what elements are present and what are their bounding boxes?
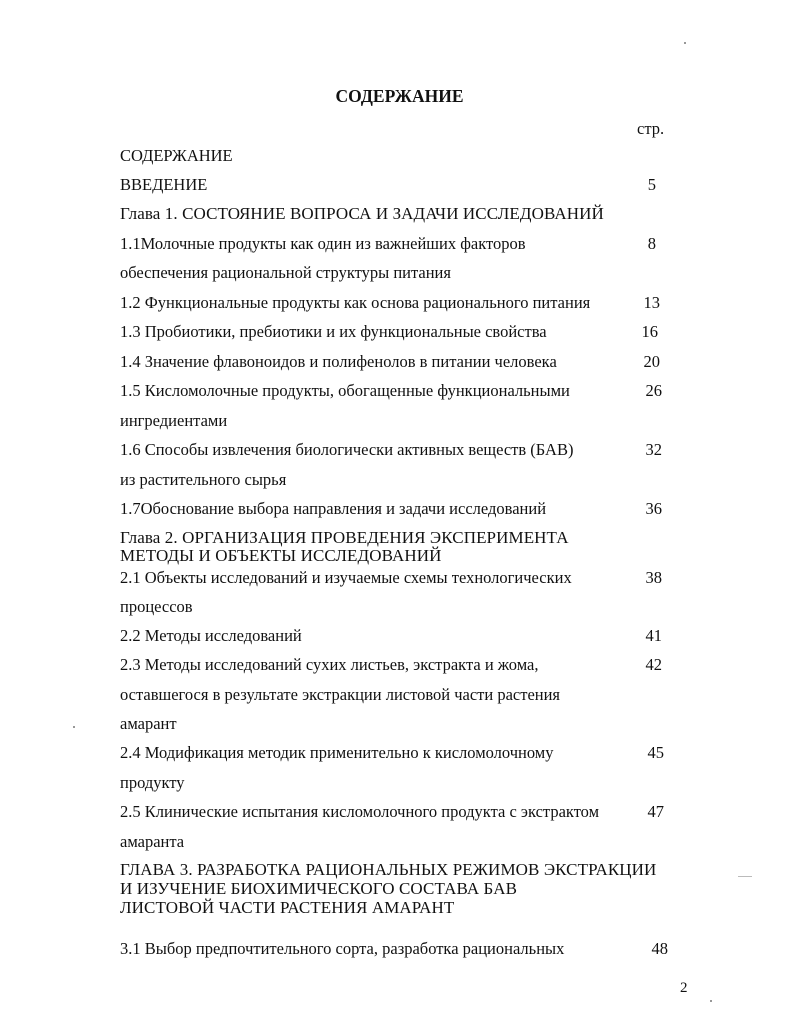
- scan-speck: [684, 42, 686, 44]
- toc-page-number: 26: [645, 381, 662, 400]
- toc-entry-text: ингредиентами: [120, 411, 228, 430]
- scan-speck: [710, 1000, 712, 1002]
- toc-entry-text: 1.7Обоснование выбора направления и задачи исследований: [120, 499, 547, 518]
- toc-page-number: 16: [641, 322, 658, 341]
- page-title: СОДЕРЖАНИЕ: [335, 86, 464, 106]
- toc-entry-text: 1.5 Кисломолочные продукты, обогащенные функциональными: [120, 381, 570, 400]
- toc-page-number: 36: [645, 499, 662, 518]
- toc-entry-text: 1.2 Функциональные продукты как основа рационального питания: [120, 293, 591, 312]
- scan-speck: [73, 726, 75, 728]
- toc-entry-text: 2.3 Методы исследований сухих листьев, экстракта и жома,: [120, 655, 539, 674]
- toc-chapter-heading: И ИЗУЧЕНИЕ БИОХИМИЧЕСКОГО СОСТАВА БАВ: [120, 879, 518, 898]
- toc-page-number: 20: [643, 352, 660, 371]
- toc-page-number: 5: [647, 175, 656, 194]
- toc-entry-text: 1.1Молочные продукты как один из важнейших факторов: [120, 234, 526, 253]
- toc-entry-text: 2.1 Объекты исследований и изучаемые схемы технологических: [120, 568, 572, 587]
- toc-entry-text: обеспечения рациональной структуры питания: [120, 263, 451, 282]
- toc-entry-text: 1.6 Способы извлечения биологически активных веществ (БАВ): [120, 440, 574, 459]
- toc-entry-text: 1.4 Значение флавоноидов и полифенолов в питании человека: [120, 352, 557, 371]
- page-column-header: стр.: [637, 119, 665, 138]
- toc-entry-text: процессов: [120, 597, 193, 616]
- toc-chapter-heading: Глава 2. ОРГАНИЗАЦИЯ ПРОВЕДЕНИЯ ЭКСПЕРИМЕНТА: [120, 528, 569, 547]
- toc-entry-text: оставшегося в результате экстракции листовой части растения: [120, 685, 561, 704]
- toc-chapter-heading: ЛИСТОВОЙ ЧАСТИ РАСТЕНИЯ АМАРАНТ: [120, 898, 455, 917]
- toc-chapter-heading: Глава 1. СОСТОЯНИЕ ВОПРОСА И ЗАДАЧИ ИССЛЕДОВАНИЙ: [120, 204, 604, 223]
- toc-entry-text: СОДЕРЖАНИЕ: [120, 146, 233, 165]
- toc-chapter-heading: МЕТОДЫ И ОБЪЕКТЫ ИССЛЕДОВАНИЙ: [120, 546, 442, 565]
- toc-entry-text: из растительного сырья: [120, 470, 287, 489]
- toc-page-number: 42: [645, 655, 662, 674]
- toc-entry-text: амаранта: [120, 832, 185, 851]
- toc-entry-text: амарант: [120, 714, 177, 733]
- toc-page-number: 45: [647, 743, 664, 762]
- toc-page-number: 47: [647, 802, 664, 821]
- toc-entry-text: 2.4 Модификация методик применительно к кисломолочному: [120, 743, 554, 762]
- page-number: 2: [680, 980, 688, 996]
- toc-page-number: 13: [643, 293, 660, 312]
- toc-entry-text: 2.2 Методы исследований: [120, 626, 302, 645]
- toc-chapter-heading: ГЛАВА 3. РАЗРАБОТКА РАЦИОНАЛЬНЫХ РЕЖИМОВ ЭКСТРАКЦИИ: [120, 860, 657, 879]
- toc-entry-text: 1.3 Пробиотики, пребиотики и их функциональные свойства: [120, 322, 547, 341]
- toc-entry-text: 2.5 Клинические испытания кисломолочного продукта с экстрактом: [120, 802, 600, 821]
- toc-page-number: 48: [651, 939, 668, 958]
- toc-page-number: 8: [647, 234, 656, 253]
- toc-entry-text: ВВЕДЕНИЕ: [120, 175, 208, 194]
- toc-page-number: 41: [645, 626, 662, 645]
- scan-speck: [738, 876, 752, 877]
- toc-page-number: 38: [645, 568, 662, 587]
- toc-page-number: 32: [645, 440, 662, 459]
- toc-entry-text: продукту: [120, 773, 185, 792]
- toc-entry-text: 3.1 Выбор предпочтительного сорта, разработка рациональных: [120, 939, 565, 958]
